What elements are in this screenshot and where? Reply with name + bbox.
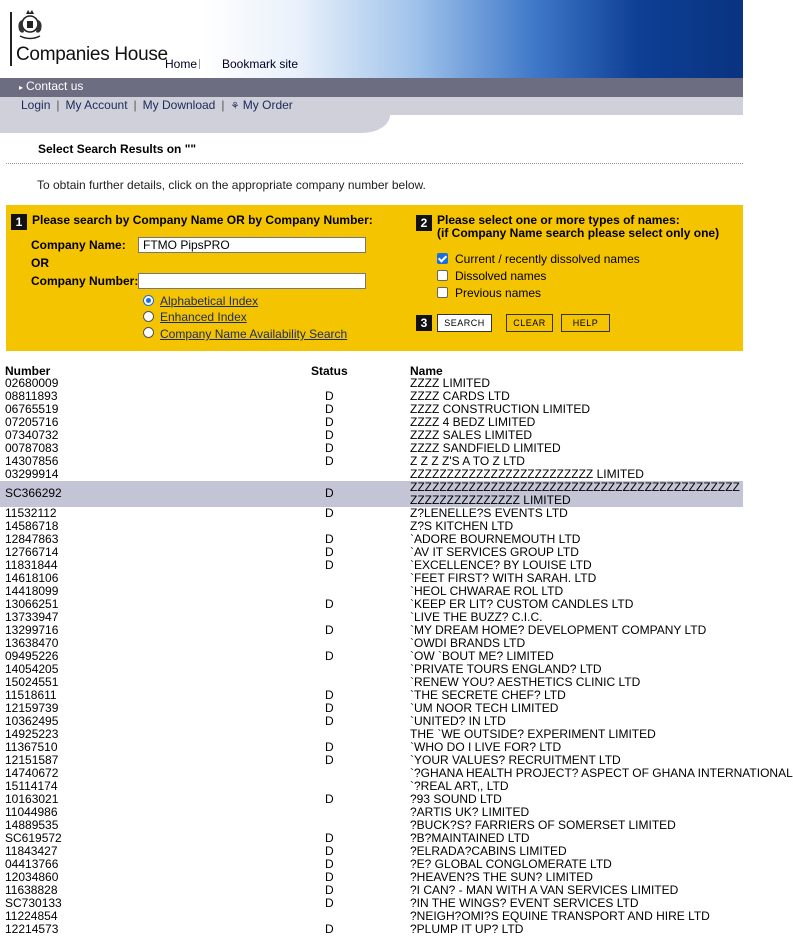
company-number-link[interactable]: 15024551 [5, 675, 59, 689]
table-row [0, 832, 743, 845]
company-name: ZZZZ SANDFIELD LIMITED [410, 441, 561, 455]
alphabetical-index-radio[interactable] [143, 295, 154, 306]
table-row [0, 598, 743, 611]
company-number-link[interactable]: 11224854 [5, 909, 58, 923]
company-number-link[interactable]: SC619572 [5, 831, 62, 845]
dissolved-names-label: Dissolved names [455, 269, 547, 283]
table-row [0, 858, 743, 871]
step-2-subheading: (if Company Name search please select only one) [437, 226, 720, 240]
company-number-link[interactable]: 11638828 [5, 883, 58, 897]
company-name: ?B?MAINTAINED LTD [410, 831, 530, 845]
company-name: ?E? GLOBAL CONGLOMERATE LTD [410, 857, 612, 871]
alphabetical-index-label[interactable]: Alphabetical Index [160, 294, 259, 308]
table-row [0, 676, 743, 689]
company-name: ZZZZ CONSTRUCTION LIMITED [410, 402, 590, 416]
company-number-link[interactable]: 00787083 [5, 441, 59, 455]
table-row [0, 624, 743, 637]
company-number-link[interactable]: SC730133 [5, 896, 62, 910]
company-number-link[interactable]: 13638470 [5, 636, 59, 650]
my-download-link[interactable]: My Download [142, 98, 216, 112]
table-row [0, 923, 743, 936]
company-number-link[interactable]: 03299914 [5, 467, 59, 481]
company-number-link[interactable]: 14418099 [5, 584, 59, 598]
my-order-link[interactable]: My Order [242, 98, 293, 112]
company-status: D [325, 532, 334, 546]
company-status: D [325, 896, 334, 910]
company-number-input[interactable] [138, 273, 366, 289]
table-row [0, 819, 743, 832]
company-number-link[interactable]: 09495226 [5, 649, 59, 663]
enhanced-index-radio[interactable] [143, 311, 154, 322]
arrow-right-icon: ▸ [19, 83, 24, 92]
company-status: D [325, 454, 334, 468]
company-name: `?REAL ART,, LTD [410, 779, 509, 793]
company-number-link[interactable]: 11831844 [5, 558, 58, 572]
company-status: D [325, 428, 334, 442]
company-name: ?HEAVEN?S THE SUN? LIMITED [410, 870, 593, 884]
page-title: Select Search Results on "" [38, 142, 197, 156]
company-name: ?NEIGH?OMI?S EQUINE TRANSPORT AND HIRE LTD [410, 909, 710, 923]
clear-button[interactable]: CLEAR [506, 314, 553, 332]
table-row [0, 741, 743, 754]
current-names-checkbox[interactable] [437, 253, 448, 264]
company-name: ?PLUMP IT UP? LTD [410, 922, 524, 936]
company-name: `HEOL CHWARAE ROL LTD [410, 584, 564, 598]
contact-us-label: Contact us [26, 79, 84, 93]
company-status: D [325, 441, 334, 455]
company-number-link[interactable]: 12034860 [5, 870, 59, 884]
current-names-label: Current / recently dissolved names [455, 252, 640, 266]
company-name: `RENEW YOU? AESTHETICS CLINIC LTD [410, 675, 641, 689]
company-status: D [325, 870, 334, 884]
table-row [0, 689, 743, 702]
company-status: D [325, 486, 334, 500]
table-row [0, 766, 793, 780]
nav-divider [199, 59, 200, 69]
company-status: D [325, 844, 334, 858]
logo-divider [10, 12, 12, 66]
company-number-link[interactable]: SC366292 [5, 486, 62, 500]
company-status: D [325, 857, 334, 871]
company-number-link[interactable]: 13066251 [5, 597, 59, 611]
company-name: `ADORE BOURNEMOUTH LTD [410, 532, 581, 546]
company-status: D [325, 389, 334, 403]
company-number-link[interactable]: 13733947 [5, 610, 59, 624]
company-name: `FEET FIRST? WITH SARAH. LTD [410, 571, 597, 585]
table-row [0, 481, 743, 507]
link-separator: | [56, 98, 60, 112]
step-1-heading: Please search by Company Name OR by Company Number: [32, 213, 373, 227]
dotted-divider [6, 163, 743, 164]
table-row [0, 650, 743, 663]
company-status: D [325, 402, 334, 416]
brand-name[interactable]: Companies House [16, 44, 168, 65]
company-status: D [325, 597, 334, 611]
company-name: `UNITED? IN LTD [410, 714, 506, 728]
table-row [0, 390, 743, 403]
company-status: D [325, 688, 334, 702]
step-2-heading: Please select one or more types of names: [437, 213, 680, 227]
instructions-text: To obtain further details, click on the appropriate company number below. [37, 178, 426, 192]
company-name: `YOUR VALUES? RECRUITMENT LTD [410, 753, 621, 767]
table-row [0, 559, 743, 572]
table-row [0, 572, 743, 585]
number-column-header: Number [5, 364, 51, 378]
company-status: D [325, 714, 334, 728]
company-number-label: Company Number: [31, 274, 139, 288]
contact-us-link[interactable] [19, 79, 83, 93]
company-name: ?BUCK?S? FARRIERS OF SOMERSET LIMITED [410, 818, 676, 832]
company-number-link[interactable]: 12214573 [5, 922, 59, 936]
company-name: ?93 SOUND LTD [410, 792, 502, 806]
search-panel [6, 205, 743, 351]
name-column-header: Name [410, 364, 443, 378]
link-separator: | [133, 98, 137, 112]
company-number-link[interactable]: 04413766 [5, 857, 59, 871]
company-number-link[interactable]: 07340732 [5, 428, 59, 442]
company-name-input[interactable] [138, 237, 366, 253]
company-status: D [325, 831, 334, 845]
table-row [0, 910, 743, 923]
table-row [0, 780, 743, 793]
company-number-link[interactable]: 12159739 [5, 701, 59, 715]
company-name: ZZZZ SALES LIMITED [410, 428, 533, 442]
company-name: `AV IT SERVICES GROUP LTD [410, 545, 579, 559]
link-separator: | [221, 98, 225, 112]
search-button[interactable]: SEARCH [437, 314, 492, 332]
company-number-link[interactable]: 11532112 [5, 506, 57, 520]
company-status: D [325, 792, 334, 806]
company-status: D [325, 415, 334, 429]
previous-names-checkbox[interactable] [437, 287, 448, 298]
company-number-link[interactable]: 14889535 [5, 818, 59, 832]
my-account-link[interactable]: My Account [65, 98, 128, 112]
company-number-link[interactable]: 12151587 [5, 753, 59, 767]
company-number-link[interactable]: 08811893 [5, 389, 58, 403]
royal-crest-icon [15, 8, 45, 42]
company-name: `UM NOOR TECH LIMITED [410, 701, 559, 715]
company-status: D [325, 558, 334, 572]
name-availability-radio[interactable] [143, 327, 154, 338]
company-name: `EXCELLENCE? BY LOUISE LTD [410, 558, 592, 572]
company-number-link[interactable]: 06765519 [5, 402, 59, 416]
table-row [0, 520, 743, 533]
company-name: `LIVE THE BUZZ? C.I.C. [410, 610, 543, 624]
company-number-link[interactable]: 02680009 [5, 376, 59, 390]
company-name: ZZZZ CARDS LTD [410, 389, 510, 403]
table-row [0, 533, 743, 546]
company-number-link[interactable]: 12766714 [5, 545, 59, 559]
status-column-header: Status [311, 364, 348, 378]
company-number-link[interactable]: 11044986 [5, 805, 58, 819]
help-button[interactable]: HELP [561, 314, 610, 332]
company-name: `MY DREAM HOME? DEVELOPMENT COMPANY LTD [410, 623, 707, 637]
company-status: D [325, 649, 334, 663]
table-row [0, 429, 743, 442]
company-number-link[interactable]: 07205716 [5, 415, 59, 429]
company-number-link[interactable]: 14586718 [5, 519, 59, 533]
step-1-badge: 1 [11, 214, 27, 230]
company-number-link[interactable]: 10362495 [5, 714, 59, 728]
company-number-link[interactable]: 14618106 [5, 571, 59, 585]
company-number-link[interactable]: 13299716 [5, 623, 59, 637]
company-status: D [325, 883, 334, 897]
table-row [0, 793, 743, 806]
table-row [0, 728, 743, 741]
company-name: `PRIVATE TOURS ENGLAND? LTD [410, 662, 602, 676]
company-name: ?ARTIS UK? LIMITED [410, 805, 530, 819]
company-number-link[interactable]: 11843427 [5, 844, 58, 858]
company-name: `WHO DO I LIVE FOR? LTD [410, 740, 562, 754]
site-header [0, 0, 743, 78]
company-name: Z Z Z Z'S A TO Z LTD [410, 454, 525, 468]
table-row [0, 546, 743, 559]
name-availability-label[interactable]: Company Name Availability Search [160, 327, 348, 341]
company-status: D [325, 701, 334, 715]
company-name: Z?LENELLE?S EVENTS LTD [410, 506, 568, 520]
table-row [0, 845, 743, 858]
table-row [0, 507, 743, 520]
account-bar-curve [0, 115, 390, 133]
table-row [0, 403, 743, 416]
account-links [21, 98, 293, 112]
company-number-link[interactable]: 11518611 [5, 688, 57, 702]
company-number-link[interactable]: 12847863 [5, 532, 59, 546]
company-name: `THE SECRETE CHEF? LTD [410, 688, 566, 702]
company-status: D [325, 506, 334, 520]
enhanced-index-label[interactable]: Enhanced Index [160, 310, 247, 324]
company-name: ZZZZ 4 BEDZ LIMITED [410, 415, 536, 429]
company-name: ZZZZZZZZZZZZZZZZZZZZZZZZZZZZZZZZZZZZZZZZZZZZZZZZZZZZZZZZZZZZ LIMITED [410, 480, 740, 507]
nav-bookmark-link[interactable]: Bookmark site [222, 57, 299, 71]
table-row [0, 637, 743, 650]
nav-home-link[interactable]: Home [165, 57, 198, 71]
results-header [0, 364, 743, 377]
company-name: `OWDI BRANDS LTD [410, 636, 526, 650]
company-status: D [325, 740, 334, 754]
company-name-label: Company Name: [31, 238, 126, 252]
company-number-link[interactable]: 14925223 [5, 727, 59, 741]
step-3-badge: 3 [416, 315, 432, 331]
company-status: D [325, 922, 334, 936]
company-name: `KEEP ER LIT? CUSTOM CANDLES LTD [410, 597, 634, 611]
company-name: `?GHANA HEALTH PROJECT? ASPECT OF GHANA INTERNATIONAL [410, 766, 793, 780]
company-status: D [325, 623, 334, 637]
company-name: THE `WE OUTSIDE? EXPERIMENT LIMITED [410, 727, 656, 741]
cart-icon: ⚘ [230, 101, 240, 112]
company-status: D [325, 753, 334, 767]
company-number-link[interactable]: 10163021 [5, 792, 59, 806]
step-2-badge: 2 [416, 215, 432, 231]
table-row [0, 702, 743, 715]
company-name: ZZZZ LIMITED [410, 376, 490, 390]
company-name: ?IN THE WINGS? EVENT SERVICES LTD [410, 896, 639, 910]
company-number-link[interactable]: 15114174 [5, 779, 58, 793]
results-table [0, 376, 793, 936]
previous-names-label: Previous names [455, 286, 542, 300]
company-name: ?I CAN? - MAN WITH A VAN SERVICES LIMITED [410, 883, 679, 897]
or-label: OR [31, 256, 49, 270]
company-number-link[interactable]: 14307856 [5, 454, 59, 468]
company-name: `OW `BOUT ME? LIMITED [410, 649, 554, 663]
company-status: D [325, 545, 334, 559]
company-name: ZZZZZZZZZZZZZZZZZZZZZZZZZ LIMITED [410, 467, 644, 481]
company-number-link[interactable]: 14740672 [5, 766, 59, 780]
company-name: ?ELRADA?CABINS LIMITED [410, 844, 567, 858]
company-number-link[interactable]: 14054205 [5, 662, 59, 676]
table-row [0, 377, 743, 390]
table-row [0, 442, 743, 455]
login-link[interactable]: Login [21, 98, 51, 112]
contact-bar [0, 78, 743, 97]
company-name: Z?S KITCHEN LTD [410, 519, 514, 533]
company-number-link[interactable]: 11367510 [5, 740, 58, 754]
table-row [0, 416, 743, 429]
dissolved-names-checkbox[interactable] [437, 270, 448, 281]
